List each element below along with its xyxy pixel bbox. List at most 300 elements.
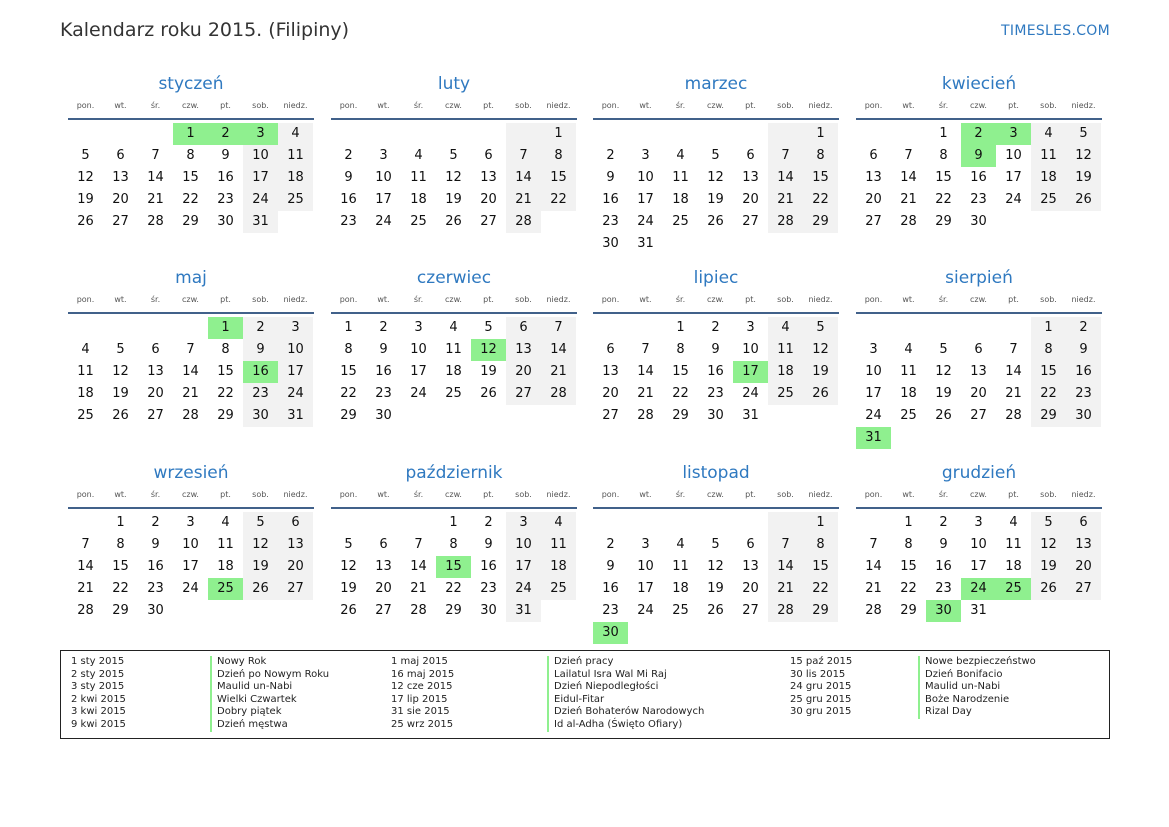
day-cell: 19	[707, 581, 724, 596]
weekday-header	[593, 100, 839, 120]
week-row	[331, 339, 577, 361]
day-cell: 2	[1066, 317, 1101, 339]
day-cell: 9	[606, 170, 615, 185]
day-cell: 15	[436, 556, 471, 578]
weekday-label: pt.	[220, 295, 231, 304]
day-cell: 15	[935, 170, 952, 185]
day-cell: 24	[410, 386, 427, 401]
day-cell: 27	[480, 214, 497, 229]
empty-day-cell	[803, 233, 838, 255]
day-cell: 1	[449, 515, 458, 530]
weekday-label: pt.	[220, 101, 231, 110]
weekday-label: śr.	[675, 101, 686, 110]
week-row	[593, 383, 839, 405]
day-cell: 19	[112, 386, 129, 401]
weekday-label: pon.	[76, 295, 95, 304]
day-cell: 16	[970, 170, 987, 185]
weekday-label: sob.	[252, 101, 269, 110]
weekday-header	[593, 294, 839, 314]
day-cell: 24	[637, 603, 654, 618]
week-row	[331, 317, 577, 339]
day-cell: 22	[935, 192, 952, 207]
day-cell: 12	[243, 534, 278, 556]
day-cell: 5	[484, 320, 493, 335]
day-cell: 18	[77, 386, 94, 401]
week-row	[593, 556, 839, 578]
day-cell: 2	[208, 123, 243, 145]
holiday-date: 2 sty 2015	[71, 668, 125, 680]
holiday-names-column	[547, 656, 704, 732]
weekday-label: sob.	[1040, 101, 1057, 110]
empty-day-cell	[506, 405, 541, 427]
day-cell: 19	[707, 192, 724, 207]
empty-day-cell	[768, 123, 803, 145]
holiday-name: Dzień Niepodległości	[547, 681, 704, 694]
month-5	[68, 268, 314, 427]
empty-day-cell	[1031, 427, 1066, 449]
week-row	[68, 405, 314, 427]
day-cell: 4	[278, 123, 313, 145]
holiday-name: Boże Narodzenie	[918, 694, 1036, 707]
weekday-label: niedz.	[808, 490, 833, 499]
week-row	[68, 145, 314, 167]
week-row	[593, 233, 839, 255]
day-cell: 16	[602, 192, 619, 207]
day-cell: 6	[606, 342, 615, 357]
empty-day-cell	[331, 123, 366, 145]
day-cell: 29	[340, 408, 357, 423]
day-cell: 26	[935, 408, 952, 423]
weekday-label: sob.	[252, 295, 269, 304]
weekday-label: wt.	[639, 101, 652, 110]
day-cell: 17	[733, 361, 768, 383]
holiday-name: Eidul-Fitar	[547, 694, 704, 707]
month-name: luty	[437, 74, 471, 94]
day-cell: 27	[1066, 578, 1101, 600]
week-row	[331, 361, 577, 383]
empty-day-cell	[436, 123, 471, 145]
day-cell: 13	[742, 559, 759, 574]
weekday-label: pt.	[483, 101, 494, 110]
month-name: lipiec	[693, 268, 739, 288]
day-cell: 23	[480, 581, 497, 596]
holiday-name: Dzień pracy	[547, 656, 704, 669]
weekday-label: niedz.	[546, 490, 571, 499]
day-cell: 19	[1066, 167, 1101, 189]
day-cell: 28	[768, 211, 803, 233]
day-cell: 7	[81, 537, 90, 552]
weekday-label: niedz.	[546, 295, 571, 304]
holiday-name: Rizal Day	[918, 706, 1036, 719]
weekday-label: pt.	[745, 295, 756, 304]
day-cell: 14	[768, 167, 803, 189]
empty-day-cell	[996, 317, 1031, 339]
day-cell: 24	[742, 386, 759, 401]
holiday-names-column	[918, 656, 1036, 719]
week-row	[68, 600, 314, 622]
day-cell: 16	[147, 559, 164, 574]
weekday-header	[856, 294, 1102, 314]
brand-link[interactable]: TIMESLES.COM	[1001, 23, 1110, 39]
day-cell: 29	[112, 603, 129, 618]
weekday-label: czw.	[445, 101, 462, 110]
week-row	[331, 123, 577, 145]
day-cell: 18	[900, 386, 917, 401]
page-title: Kalendarz roku 2015. (Filipiny)	[60, 19, 350, 41]
holiday-date: 30 gru 2015	[790, 706, 852, 718]
weekday-label: wt.	[902, 490, 915, 499]
day-cell: 2	[379, 320, 388, 335]
week-row	[856, 339, 1102, 361]
weekday-label: wt.	[902, 295, 915, 304]
day-cell: 8	[221, 342, 230, 357]
day-cell: 17	[182, 559, 199, 574]
weekday-label: pt.	[745, 490, 756, 499]
day-cell: 30	[480, 603, 497, 618]
holiday-name: Dzień Bohaterów Narodowych	[547, 706, 704, 719]
weekday-label: pon.	[339, 101, 358, 110]
day-cell: 20	[375, 581, 392, 596]
day-cell: 6	[116, 148, 125, 163]
day-cell: 30	[593, 622, 628, 644]
empty-day-cell	[856, 123, 891, 145]
weekday-header	[331, 100, 577, 120]
day-cell: 20	[1066, 556, 1101, 578]
empty-day-cell	[698, 622, 733, 644]
day-cell: 22	[340, 386, 357, 401]
day-cell: 6	[379, 537, 388, 552]
weekday-label: pon.	[76, 490, 95, 499]
day-cell: 10	[637, 170, 654, 185]
day-cell: 9	[344, 170, 353, 185]
month-4	[856, 74, 1102, 233]
day-cell: 23	[970, 192, 987, 207]
day-cell: 15	[672, 364, 689, 379]
day-cell: 1	[803, 123, 838, 145]
day-cell: 29	[935, 214, 952, 229]
day-cell: 31	[742, 408, 759, 423]
day-cell: 17	[637, 192, 654, 207]
empty-day-cell	[401, 512, 436, 534]
day-cell: 17	[865, 386, 882, 401]
day-cell: 5	[1031, 512, 1066, 534]
day-cell: 3	[243, 123, 278, 145]
day-cell: 6	[1066, 512, 1101, 534]
day-cell: 27	[112, 214, 129, 229]
day-cell: 26	[480, 386, 497, 401]
week-row	[593, 405, 839, 427]
holiday-name: Lailatul Isra Wal Mi Raj	[547, 669, 704, 682]
weekday-label: sob.	[1040, 490, 1057, 499]
weekday-label: niedz.	[283, 101, 308, 110]
day-cell: 12	[707, 170, 724, 185]
empty-day-cell	[628, 123, 663, 145]
day-cell: 21	[900, 192, 917, 207]
empty-day-cell	[996, 211, 1031, 233]
day-cell: 3	[641, 537, 650, 552]
day-cell: 20	[112, 192, 129, 207]
empty-day-cell	[593, 512, 628, 534]
day-cell: 7	[1009, 342, 1018, 357]
week-row	[856, 211, 1102, 233]
day-cell: 15	[803, 556, 838, 578]
week-row	[68, 211, 314, 233]
day-cell: 11	[77, 364, 94, 379]
day-cell: 11	[900, 364, 917, 379]
empty-day-cell	[926, 427, 961, 449]
day-cell: 21	[768, 578, 803, 600]
week-row	[331, 534, 577, 556]
holiday-date: 17 lip 2015	[391, 693, 448, 705]
day-cell: 8	[541, 145, 576, 167]
day-cell: 9	[961, 145, 996, 167]
day-cell: 24	[278, 383, 313, 405]
holiday-name: Id al-Adha (Święto Ofiary)	[547, 719, 704, 732]
day-cell: 9	[711, 342, 720, 357]
day-cell: 9	[243, 339, 278, 361]
day-cell: 6	[974, 342, 983, 357]
holiday-date: 3 kwi 2015	[71, 706, 126, 718]
week-row	[593, 578, 839, 600]
day-cell: 8	[186, 148, 195, 163]
day-cell: 22	[217, 386, 234, 401]
day-cell: 4	[676, 537, 685, 552]
day-cell: 21	[865, 581, 882, 596]
day-cell: 25	[1031, 189, 1066, 211]
day-cell: 5	[344, 537, 353, 552]
day-cell: 14	[182, 364, 199, 379]
weekday-label: czw.	[707, 490, 724, 499]
day-cell: 12	[803, 339, 838, 361]
week-row	[856, 167, 1102, 189]
empty-day-cell	[278, 600, 313, 622]
weekday-label: niedz.	[1071, 490, 1096, 499]
day-cell: 21	[1005, 386, 1022, 401]
day-cell: 23	[375, 386, 392, 401]
weekday-label: wt.	[377, 295, 390, 304]
day-cell: 21	[506, 189, 541, 211]
day-cell: 27	[278, 578, 313, 600]
day-cell: 3	[506, 512, 541, 534]
weekday-label: pon.	[864, 101, 883, 110]
weekday-label: wt.	[114, 490, 127, 499]
day-cell: 26	[340, 603, 357, 618]
week-row	[856, 556, 1102, 578]
day-cell: 17	[637, 581, 654, 596]
empty-day-cell	[768, 233, 803, 255]
day-cell: 4	[1009, 515, 1018, 530]
day-cell: 18	[410, 192, 427, 207]
holiday-date: 1 sty 2015	[71, 656, 125, 667]
holiday-date: 30 lis 2015	[790, 668, 846, 680]
holiday-name: Dzień po Nowym Roku	[210, 669, 329, 682]
weekday-header	[68, 100, 314, 120]
day-cell: 16	[1066, 361, 1101, 383]
weekday-label: wt.	[639, 490, 652, 499]
day-cell: 14	[147, 170, 164, 185]
day-cell: 22	[672, 386, 689, 401]
day-cell: 23	[602, 214, 619, 229]
day-cell: 4	[1031, 123, 1066, 145]
day-cell: 17	[970, 559, 987, 574]
day-cell: 25	[410, 214, 427, 229]
day-cell: 18	[278, 167, 313, 189]
day-cell: 28	[410, 603, 427, 618]
day-cell: 3	[278, 317, 313, 339]
day-cell: 11	[278, 145, 313, 167]
day-cell: 4	[414, 148, 423, 163]
empty-day-cell	[278, 211, 313, 233]
day-cell: 6	[484, 148, 493, 163]
weekday-label: czw.	[970, 295, 987, 304]
week-row	[331, 145, 577, 167]
day-cell: 21	[410, 581, 427, 596]
day-cell: 24	[961, 578, 996, 600]
empty-day-cell	[803, 405, 838, 427]
day-cell: 7	[904, 148, 913, 163]
day-cell: 28	[1005, 408, 1022, 423]
day-cell: 4	[904, 342, 913, 357]
day-cell: 3	[641, 148, 650, 163]
weekday-label: śr.	[150, 295, 161, 304]
empty-day-cell	[366, 512, 401, 534]
empty-day-cell	[138, 123, 173, 145]
day-cell: 20	[602, 386, 619, 401]
weekday-label: sob.	[515, 490, 532, 499]
empty-day-cell	[996, 427, 1031, 449]
day-cell: 10	[182, 537, 199, 552]
day-cell: 15	[340, 364, 357, 379]
month-name: październik	[405, 463, 503, 483]
week-row	[331, 211, 577, 233]
weekday-label: śr.	[150, 490, 161, 499]
month-9	[68, 463, 314, 622]
day-cell: 15	[112, 559, 129, 574]
day-cell: 8	[904, 537, 913, 552]
empty-day-cell	[1066, 600, 1101, 622]
empty-day-cell	[803, 622, 838, 644]
day-cell: 2	[711, 320, 720, 335]
day-cell: 28	[637, 408, 654, 423]
day-cell: 7	[768, 534, 803, 556]
week-row	[856, 145, 1102, 167]
month-name: wrzesień	[153, 463, 229, 483]
day-cell: 9	[939, 537, 948, 552]
day-cell: 27	[742, 214, 759, 229]
day-cell: 2	[484, 515, 493, 530]
day-cell: 11	[217, 537, 234, 552]
empty-day-cell	[996, 600, 1031, 622]
weekday-label: śr.	[675, 295, 686, 304]
holiday-date: 2 kwi 2015	[71, 693, 126, 705]
month-11	[593, 463, 839, 644]
day-cell: 15	[803, 167, 838, 189]
day-cell: 26	[445, 214, 462, 229]
weekday-header	[593, 489, 839, 509]
weekday-label: niedz.	[808, 101, 833, 110]
weekday-label: śr.	[675, 490, 686, 499]
day-cell: 16	[480, 559, 497, 574]
week-row	[331, 167, 577, 189]
day-cell: 25	[900, 408, 917, 423]
empty-day-cell	[1031, 600, 1066, 622]
day-cell: 28	[77, 603, 94, 618]
week-row	[856, 383, 1102, 405]
day-cell: 9	[151, 537, 160, 552]
day-cell: 28	[541, 383, 576, 405]
week-row	[68, 578, 314, 600]
day-cell: 10	[375, 170, 392, 185]
day-cell: 20	[970, 386, 987, 401]
weekday-label: wt.	[639, 295, 652, 304]
day-cell: 7	[414, 537, 423, 552]
day-cell: 12	[471, 339, 506, 361]
month-name: grudzień	[941, 463, 1017, 483]
month-name: listopad	[682, 463, 750, 483]
day-cell: 24	[506, 578, 541, 600]
weekday-label: czw.	[182, 101, 199, 110]
day-cell: 13	[480, 170, 497, 185]
day-cell: 5	[116, 342, 125, 357]
empty-day-cell	[366, 123, 401, 145]
day-cell: 1	[208, 317, 243, 339]
week-row	[331, 189, 577, 211]
day-cell: 11	[768, 339, 803, 361]
month-1	[68, 74, 314, 233]
day-cell: 29	[1031, 405, 1066, 427]
day-cell: 26	[707, 214, 724, 229]
holiday-date: 9 kwi 2015	[71, 718, 126, 730]
holiday-list	[60, 650, 1110, 739]
day-cell: 8	[344, 342, 353, 357]
weekday-label: sob.	[777, 295, 794, 304]
week-row	[856, 123, 1102, 145]
day-cell: 8	[1031, 339, 1066, 361]
day-cell: 7	[869, 537, 878, 552]
empty-day-cell	[243, 600, 278, 622]
day-cell: 24	[182, 581, 199, 596]
empty-day-cell	[436, 405, 471, 427]
empty-day-cell	[593, 317, 628, 339]
day-cell: 19	[77, 192, 94, 207]
day-cell: 20	[278, 556, 313, 578]
day-cell: 16	[935, 559, 952, 574]
day-cell: 31	[506, 600, 541, 622]
day-cell: 18	[217, 559, 234, 574]
day-cell: 20	[742, 581, 759, 596]
holiday-name: Dzień męstwa	[210, 719, 329, 732]
empty-day-cell	[1031, 211, 1066, 233]
day-cell: 14	[865, 559, 882, 574]
day-cell: 1	[116, 515, 125, 530]
empty-day-cell	[698, 233, 733, 255]
weekday-header	[331, 489, 577, 509]
day-cell: 10	[1005, 148, 1022, 163]
day-cell: 25	[541, 578, 576, 600]
week-row	[68, 512, 314, 534]
holiday-name: Dobry piątek	[210, 706, 329, 719]
day-cell: 3	[379, 148, 388, 163]
day-cell: 10	[410, 342, 427, 357]
day-cell: 22	[803, 578, 838, 600]
empty-day-cell	[961, 427, 996, 449]
empty-day-cell	[663, 233, 698, 255]
weekday-label: pt.	[745, 101, 756, 110]
week-row	[331, 600, 577, 622]
day-cell: 19	[445, 192, 462, 207]
day-cell: 21	[637, 386, 654, 401]
holiday-date: 25 gru 2015	[790, 693, 852, 705]
